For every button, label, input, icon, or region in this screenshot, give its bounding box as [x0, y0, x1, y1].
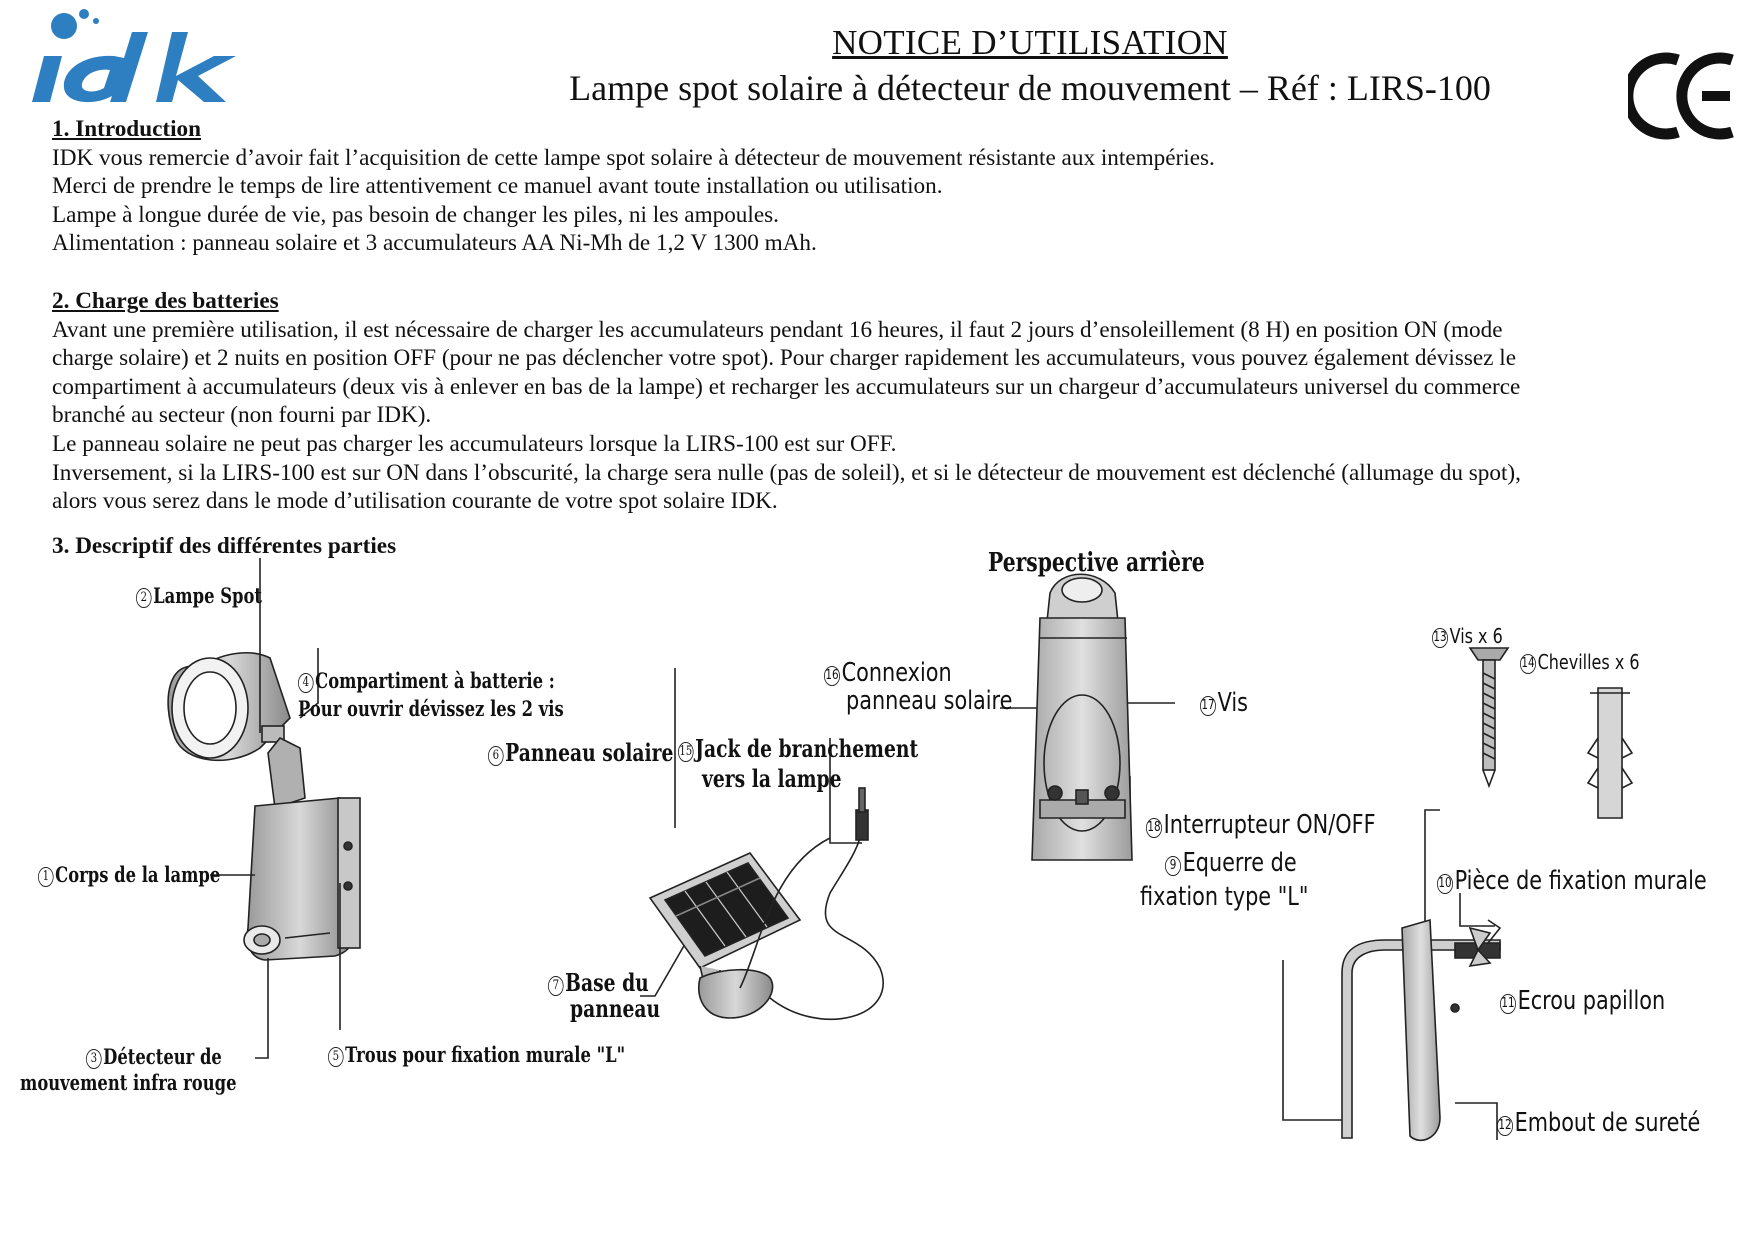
- label-battery-compartment: 4 Compartiment à batterie :: [298, 668, 555, 693]
- section-heading-parts: 3. Descriptif des différentes parties: [52, 532, 397, 559]
- paragraph-line: Alimentation : panneau solaire et 3 accumulateurs AA Ni-Mh de 1,2 V 1300 mAh.: [52, 230, 817, 257]
- label-l-bracket: 9 Equerre de: [1165, 848, 1297, 878]
- label-safety-cap: 12 Embout de sureté: [1498, 1108, 1701, 1138]
- parts-diagram: [0, 548, 1755, 1168]
- label-panel-base-line2: panneau: [570, 994, 661, 1023]
- label-wall-piece: 10 Pièce de fixation murale: [1438, 866, 1707, 896]
- solar-panel-drawing: [650, 788, 883, 1019]
- label-screws: 13 Vis x 6: [1433, 624, 1503, 648]
- paragraph-line: Le panneau solaire ne peut pas charger les accumulateurs lorsque la LIRS-100 est sur OFF.: [52, 430, 897, 457]
- document-body: [52, 115, 1702, 560]
- paragraph-line: charge solaire) et 2 nuits en position OFF (pour ne pas déclencher votre spot). Pour charger rapidement les accumulateurs, vous pouvez également dévissez le: [52, 345, 1517, 372]
- label-wall-plugs: 14 Chevilles x 6: [1521, 650, 1640, 674]
- section-introduction: [52, 144, 1702, 258]
- label-panel-base: 7 Base du: [548, 968, 649, 997]
- label-screw-rear: 17 Vis: [1201, 688, 1248, 718]
- paragraph-line: Avant une première utilisation, il est nécessaire de charger les accumulateurs pendant 16 heures, il faut 2 jours d’ensoleillement (8 H) en position ON (mode: [52, 316, 1503, 343]
- label-solar-connection: 16 Connexion: [825, 658, 952, 688]
- label-on-off-switch: 18 Interrupteur ON/OFF: [1147, 810, 1376, 840]
- paragraph-line: branché au secteur (non fourni par IDK).: [52, 402, 432, 429]
- label-jack: 15 Jack de branchement: [679, 734, 919, 763]
- bracket-drawing: [1342, 920, 1500, 1140]
- section-heading-charge: 2. Charge des batteries: [52, 287, 279, 314]
- paragraph-line: alors vous serez dans le mode d’utilisation courante de votre spot solaire IDK.: [52, 488, 778, 515]
- label-l-bracket-line2: fixation type "L": [1140, 882, 1309, 912]
- label-battery-compartment-note: Pour ouvrir dévissez les 2 vis: [298, 696, 564, 721]
- paragraph-line: Inversement, si la LIRS-100 est sur ON dans l’obscurité, la charge sera nulle (pas de soleil), et si le détecteur de mouvement est déclenché (allumage du spot),: [52, 459, 1521, 486]
- screw-drawing: [1470, 648, 1508, 786]
- label-wing-nut: 11 Ecrou papillon: [1501, 986, 1666, 1016]
- label-mounting-holes: 5 Trous pour fixation murale "L": [328, 1042, 625, 1067]
- label-motion-detector-line2: mouvement infra rouge: [20, 1070, 237, 1095]
- perspective-title: Perspective arrière: [988, 548, 1205, 578]
- label-solar-connection-line2: panneau solaire: [846, 686, 1013, 716]
- label-motion-detector: 3 Détecteur de: [86, 1044, 222, 1069]
- label-solar-panel: 6 Panneau solaire: [488, 738, 673, 767]
- section-heading-introduction: 1. Introduction: [52, 116, 202, 142]
- paragraph-line: IDK vous remercie d’avoir fait l’acquisition de cette lampe spot solaire à détecteur de mouvement résistante aux intempéries.: [52, 144, 1215, 171]
- paragraph-line: compartiment à accumulateurs (deux vis à enlever en bas de la lampe) et recharger les accumulateurs sur un chargeur d’accumulateurs universel du commerce: [52, 373, 1521, 400]
- page-title: NOTICE D’UTILISATION: [832, 23, 1228, 62]
- label-lamp-spot: 2 Lampe Spot: [136, 583, 262, 608]
- paragraph-line: Merci de prendre le temps de lire attentivement ce manuel avant toute installation ou utilisation.: [52, 173, 943, 200]
- label-jack-line2: vers la lampe: [702, 764, 842, 793]
- paragraph-line: Lampe à longue durée de vie, pas besoin de changer les piles, ni les ampoules.: [52, 201, 779, 228]
- document-header: [490, 22, 1570, 112]
- section-charge: [52, 316, 1702, 516]
- page-subtitle: Lampe spot solaire à détecteur de mouvement – Réf : LIRS-100: [569, 68, 1491, 108]
- rear-view-drawing: [1032, 574, 1132, 860]
- wall-plug-drawing: [1588, 688, 1632, 818]
- label-lamp-body: 1 Corps de la lampe: [38, 862, 220, 887]
- idk-logo: [14, 4, 244, 114]
